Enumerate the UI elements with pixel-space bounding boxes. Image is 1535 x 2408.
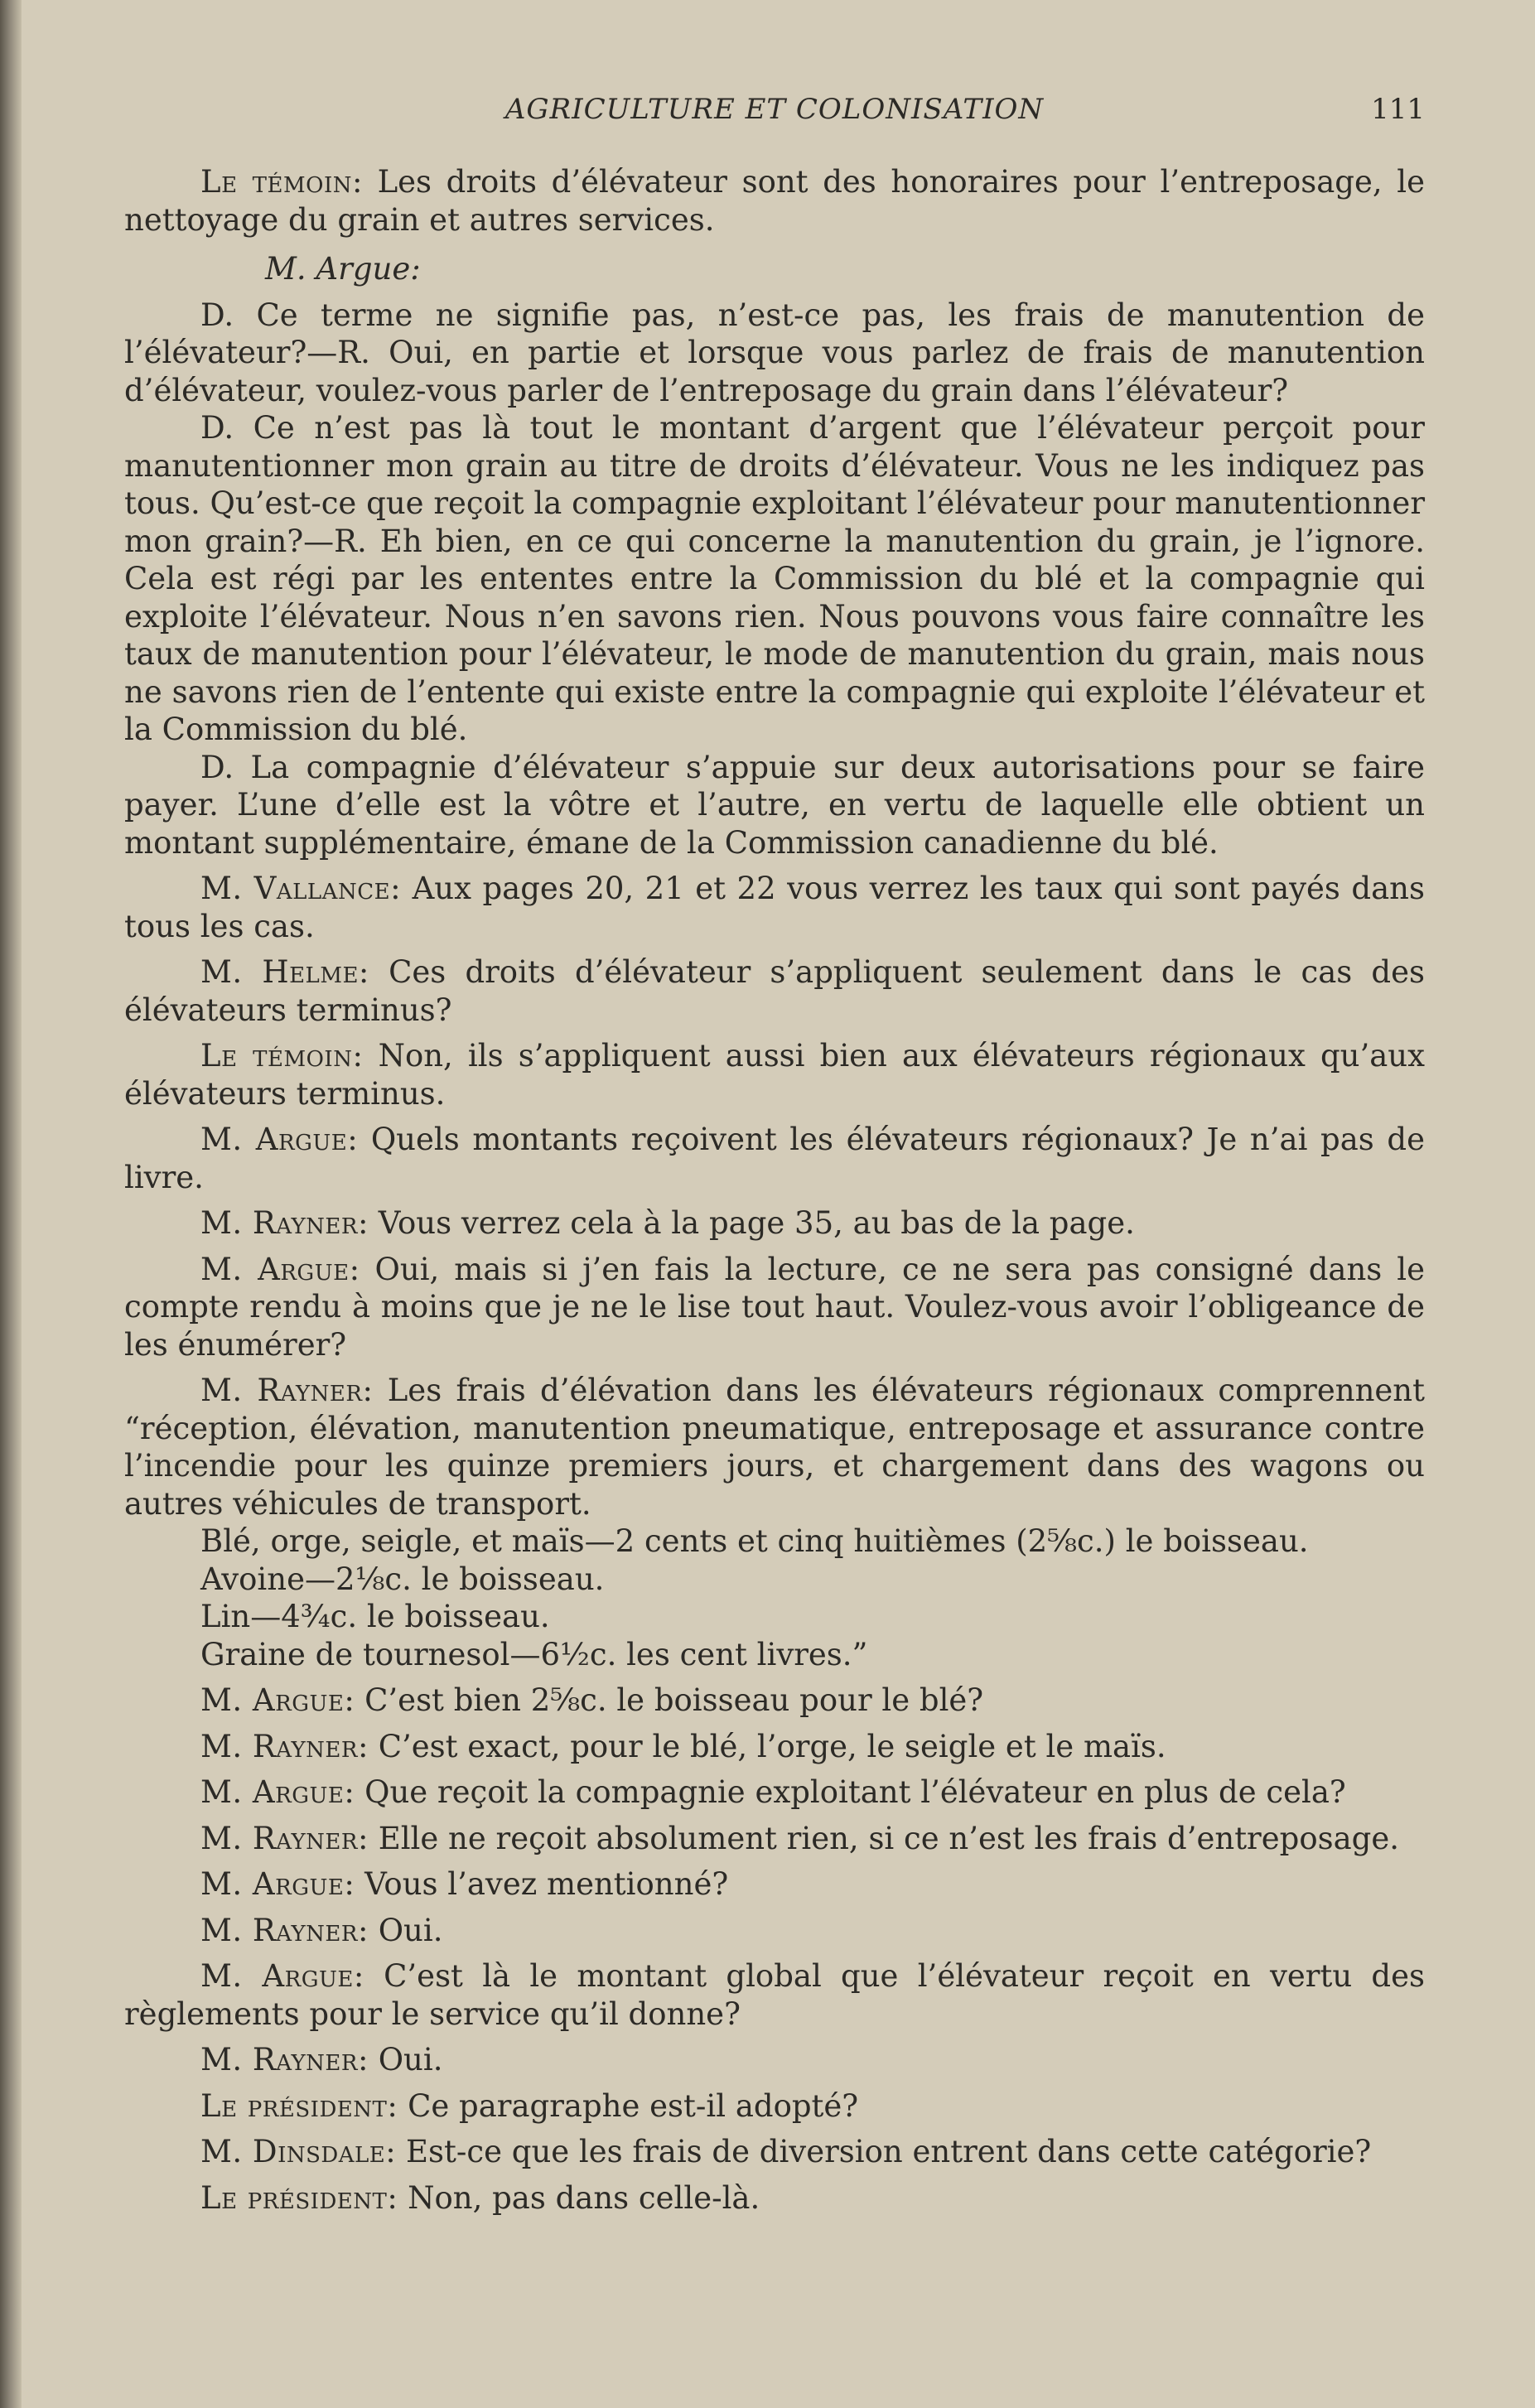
page-number: 111 (1371, 93, 1425, 126)
speaker-name: Le président: (200, 2179, 398, 2216)
page-binding-shadow (0, 0, 22, 2408)
paragraph (124, 409, 1425, 749)
paragraph (124, 2179, 1425, 2217)
paragraph (124, 297, 1425, 410)
rate-line (124, 1598, 1425, 1636)
rate-line (124, 1561, 1425, 1599)
paragraph (124, 1682, 1425, 1720)
speaker-name: M. Argue: (200, 1682, 355, 1718)
paragraph-text: Non, pas dans celle-là. (398, 2179, 760, 2216)
paragraph (124, 1372, 1425, 1522)
paragraph-text: Vous l’avez mentionné? (355, 1866, 729, 1902)
paragraph (124, 1121, 1425, 1196)
speaker-name: M. Helme: (200, 954, 369, 990)
speaker-name: M. Rayner: (200, 1373, 374, 1408)
paragraph (124, 1957, 1425, 2033)
paragraph-text: Est-ce que les frais de diversion entrent dans cette catégorie? (396, 2134, 1372, 2169)
speaker-name: M. Argue: (200, 1866, 355, 1902)
speaker-name: Le président: (200, 2087, 398, 2124)
paragraph-text: Non, ils s’appliquent aussi bien aux élévateurs régionaux qu’aux élévateurs terminus. (124, 1038, 1425, 1112)
paragraph (124, 2133, 1425, 2171)
paragraph (124, 1037, 1425, 1112)
speaker-heading (124, 250, 1425, 288)
paragraph-text: C’est là le montant global que l’élévateur reçoit en vertu des règlements pour le service qu’il donne? (124, 1958, 1425, 2032)
speaker-name: M. Dinsdale: (200, 2134, 397, 2169)
paragraph-text: M. Argue: (265, 251, 421, 287)
paragraph (124, 1251, 1425, 1364)
speaker-name: M. Argue: (200, 1958, 364, 1994)
paragraph (124, 1728, 1425, 1766)
rate-line (124, 1522, 1425, 1561)
paragraph (124, 749, 1425, 862)
paragraph-text: Blé, orge, seigle, et maïs—2 cents et cinq huitièmes (2⅝c.) le boisseau. (200, 1523, 1309, 1559)
speaker-name: M. Rayner: (200, 1820, 369, 1856)
paragraph-text: Ces droits d’élévateur s’appliquent seulement dans le cas des élévateurs terminus? (124, 954, 1425, 1028)
speaker-name: M. Argue: (200, 1774, 355, 1810)
paragraph-text: Graine de tournesol—6½c. les cent livres.” (200, 1636, 868, 1672)
paragraph-text: Lin—4¾c. le boisseau. (200, 1599, 550, 1634)
paragraph (124, 1773, 1425, 1812)
paragraph-text: D. Ce n’est pas là tout le montant d’argent que l’élévateur perçoit pour manutentionner mon grain au titre de droits d’élévateur. Vous ne les indiquez pas tous. Qu’est-ce que reçoit la compagnie exploitant l’élévateur pour manutentionner mon grain?—R. Eh bien, en ce qui concerne la manutention du grain, je l’ignore. Cela est régi par les ententes entre la Commission du blé et la compagnie qui exploite l’élévateur. Nous n’en savons rien. Nous pouvons vous faire connaître les taux de manutention pour l’élévateur, le mode de manutention du grain, mais nous ne savons rien de l’entente qui existe entre la compagnie qui exploite l’élévateur et la Commission du blé. (124, 410, 1425, 747)
paragraph (124, 1820, 1425, 1858)
speaker-name: M. Rayner: (200, 1205, 369, 1241)
paragraph-text: C’est exact, pour le blé, l’orge, le seigle et le maïs. (368, 1728, 1166, 1764)
paragraph-text: Oui, mais si j’en fais la lecture, ce ne sera pas consigné dans le compte rendu à moins que je ne le lise tout haut. Voulez-vous avoir l’obligeance de les énumérer? (124, 1251, 1425, 1363)
paragraph-text: Vous verrez cela à la page 35, au bas de la page. (368, 1205, 1135, 1241)
speaker-name: M. Rayner: (200, 1728, 369, 1764)
paragraph-text: Elle ne reçoit absolument rien, si ce n’est les frais d’entreposage. (368, 1820, 1399, 1856)
speaker-name: M. Rayner: (200, 2042, 369, 2077)
speaker-name: M. Argue: (200, 1122, 359, 1157)
paragraph (124, 163, 1425, 239)
paragraph (124, 2087, 1425, 2126)
paragraph-text: Aux pages 20, 21 et 22 vous verrez les taux qui sont payés dans tous les cas. (124, 871, 1425, 944)
paragraph (124, 1865, 1425, 1904)
paragraph-text: C’est bien 2⅝c. le boisseau pour le blé? (355, 1682, 984, 1718)
paragraph-text: Oui. (368, 1912, 443, 1948)
paragraph (124, 2041, 1425, 2079)
speaker-name: M. Rayner: (200, 1912, 369, 1948)
paragraph-text: Avoine—2⅛c. le boisseau. (200, 1561, 605, 1597)
paragraph-text: Ce paragraphe est-il adopté? (398, 2087, 859, 2124)
speaker-name: Le témoin: (200, 1038, 364, 1074)
paragraph-text: Les frais d’élévation dans les élévateurs régionaux comprennent “réception, élévation, manutention pneumatique, entreposage et assurance contre l’incendie pour les quinze premiers jours, et chargement dans des wagons ou autres véhicules de transport. (124, 1373, 1425, 1522)
speaker-name: Le témoin: (200, 164, 363, 200)
paragraph (124, 1204, 1425, 1243)
paragraph-text: Quels montants reçoivent les élévateurs régionaux? Je n’ai pas de livre. (124, 1122, 1425, 1195)
paragraph-text: Oui. (368, 2042, 443, 2077)
paragraph-text: Que reçoit la compagnie exploitant l’élévateur en plus de cela? (355, 1774, 1346, 1810)
speaker-name: M. Vallance: (200, 871, 402, 906)
paragraph-text: D. La compagnie d’élévateur s’appuie sur deux autorisations pour se faire payer. L’une d’elle est la vôtre et l’autre, en vertu de laquelle elle obtient un montant supplémentaire, émane de la Commission canadienne du blé. (124, 749, 1425, 861)
speaker-name: M. Argue: (200, 1251, 360, 1287)
page-header (124, 93, 1425, 133)
paragraph (124, 1912, 1425, 1950)
paragraph-text: Les droits d’élévateur sont des honoraires pour l’entreposage, le nettoyage du grain et autres services. (124, 164, 1425, 238)
paragraph (124, 870, 1425, 945)
running-title: AGRICULTURE ET COLONISATION (504, 93, 1045, 126)
rate-line (124, 1636, 1425, 1674)
paragraph-text: D. Ce terme ne signifie pas, n’est-ce pas, les frais de manutention de l’élévateur?—R. Oui, en partie et lorsque vous parlez de frais de manutention d’élévateur, voulez-vous parler de l’entreposage du grain dans l’élévateur? (124, 297, 1425, 408)
paragraph (124, 953, 1425, 1029)
page-body (124, 163, 1425, 2225)
